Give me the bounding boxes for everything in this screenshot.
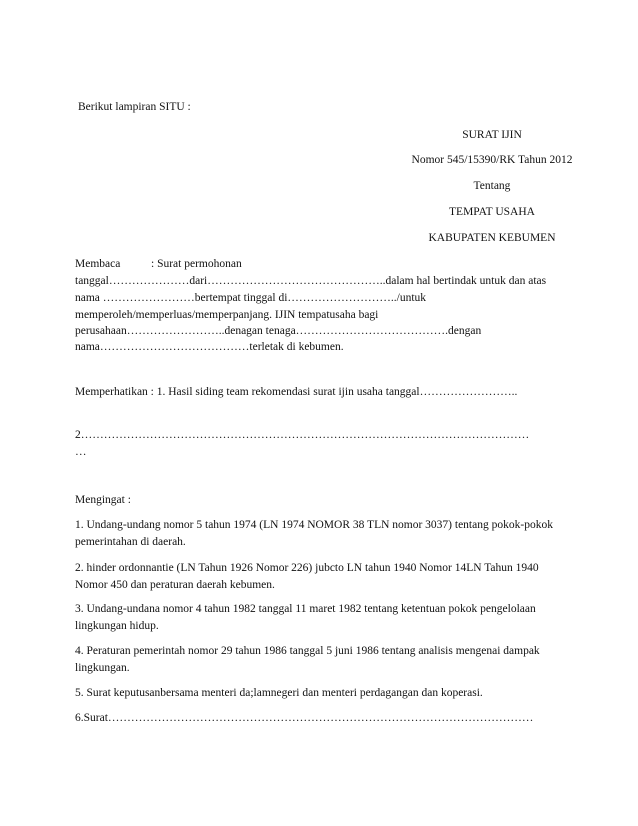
mengingat-item: 4. Peraturan pemerintah nomor 29 tahun 1986 tanggal 5 juni 1986 tentang analisis mengenai dampak [75,645,540,657]
memperhatikan-line-2: 2……………………………………………………………………………………………………… [75,429,530,441]
mengingat-label: Mengingat : [75,494,131,506]
mengingat-item-cont: pemerintahan di daerah. [75,536,186,548]
mengingat-item: 3. Undang-undana nomor 4 tahun 1982 tanggal 11 maret 1982 tentang ketentuan pokok pengelolaan [75,603,536,615]
doc-title: SURAT IJIN [462,129,522,141]
doc-subject: TEMPAT USAHA [449,206,535,218]
mengingat-item-cont: lingkungan. [75,662,130,674]
mengingat-item-cont: lingkungan hidup. [75,620,159,632]
membaca-line: memperoleh/memperluas/memperpanjang. IJIN tempatusaha bagi [75,309,379,321]
mengingat-item: 5. Surat keputusanbersama menteri da;lamnegeri dan menteri perdagangan dan koperasi. [75,687,483,699]
membaca-value: : Surat permohonan [151,258,242,270]
membaca-line: nama…………………………………terletak di kebumen. [75,341,344,353]
doc-region: KABUPATEN KEBUMEN [428,232,556,244]
mengingat-item: 2. hinder ordonnantie (LN Tahun 1926 Nomor 226) jubcto LN tahun 1940 Nomor 14LN Tahun 1940 [75,562,539,574]
mengingat-item: 6.Surat………………………………………………………………………………………………… [75,712,534,724]
intro-text: Berikut lampiran SITU : [78,101,191,113]
mengingat-item: 1. Undang-undang nomor 5 tahun 1974 (LN 1974 NOMOR 38 TLN nomor 3037) tentang pokok-pokok [75,519,553,531]
memperhatikan-line-2-cont: … [75,446,87,458]
doc-number: Nomor 545/15390/RK Tahun 2012 [411,154,573,166]
doc-about: Tentang [473,180,511,192]
membaca-label: Membaca [75,258,121,270]
membaca-row [75,257,242,271]
memperhatikan-line: Memperhatikan : 1. Hasil siding team rekomendasi surat ijin usaha tanggal…………………….. [75,386,518,398]
membaca-line: perusahaan……………………..denagan tenaga………………………………….dengan [75,325,482,337]
mengingat-item-cont: Nomor 450 dan peraturan daerah kebumen. [75,579,275,591]
membaca-line: tanggal…………………dari………………………………………..dalam hal bertindak untuk dan atas [75,275,547,287]
membaca-line: nama ……………………bertempat tinggal di………………………../untuk [75,292,427,304]
